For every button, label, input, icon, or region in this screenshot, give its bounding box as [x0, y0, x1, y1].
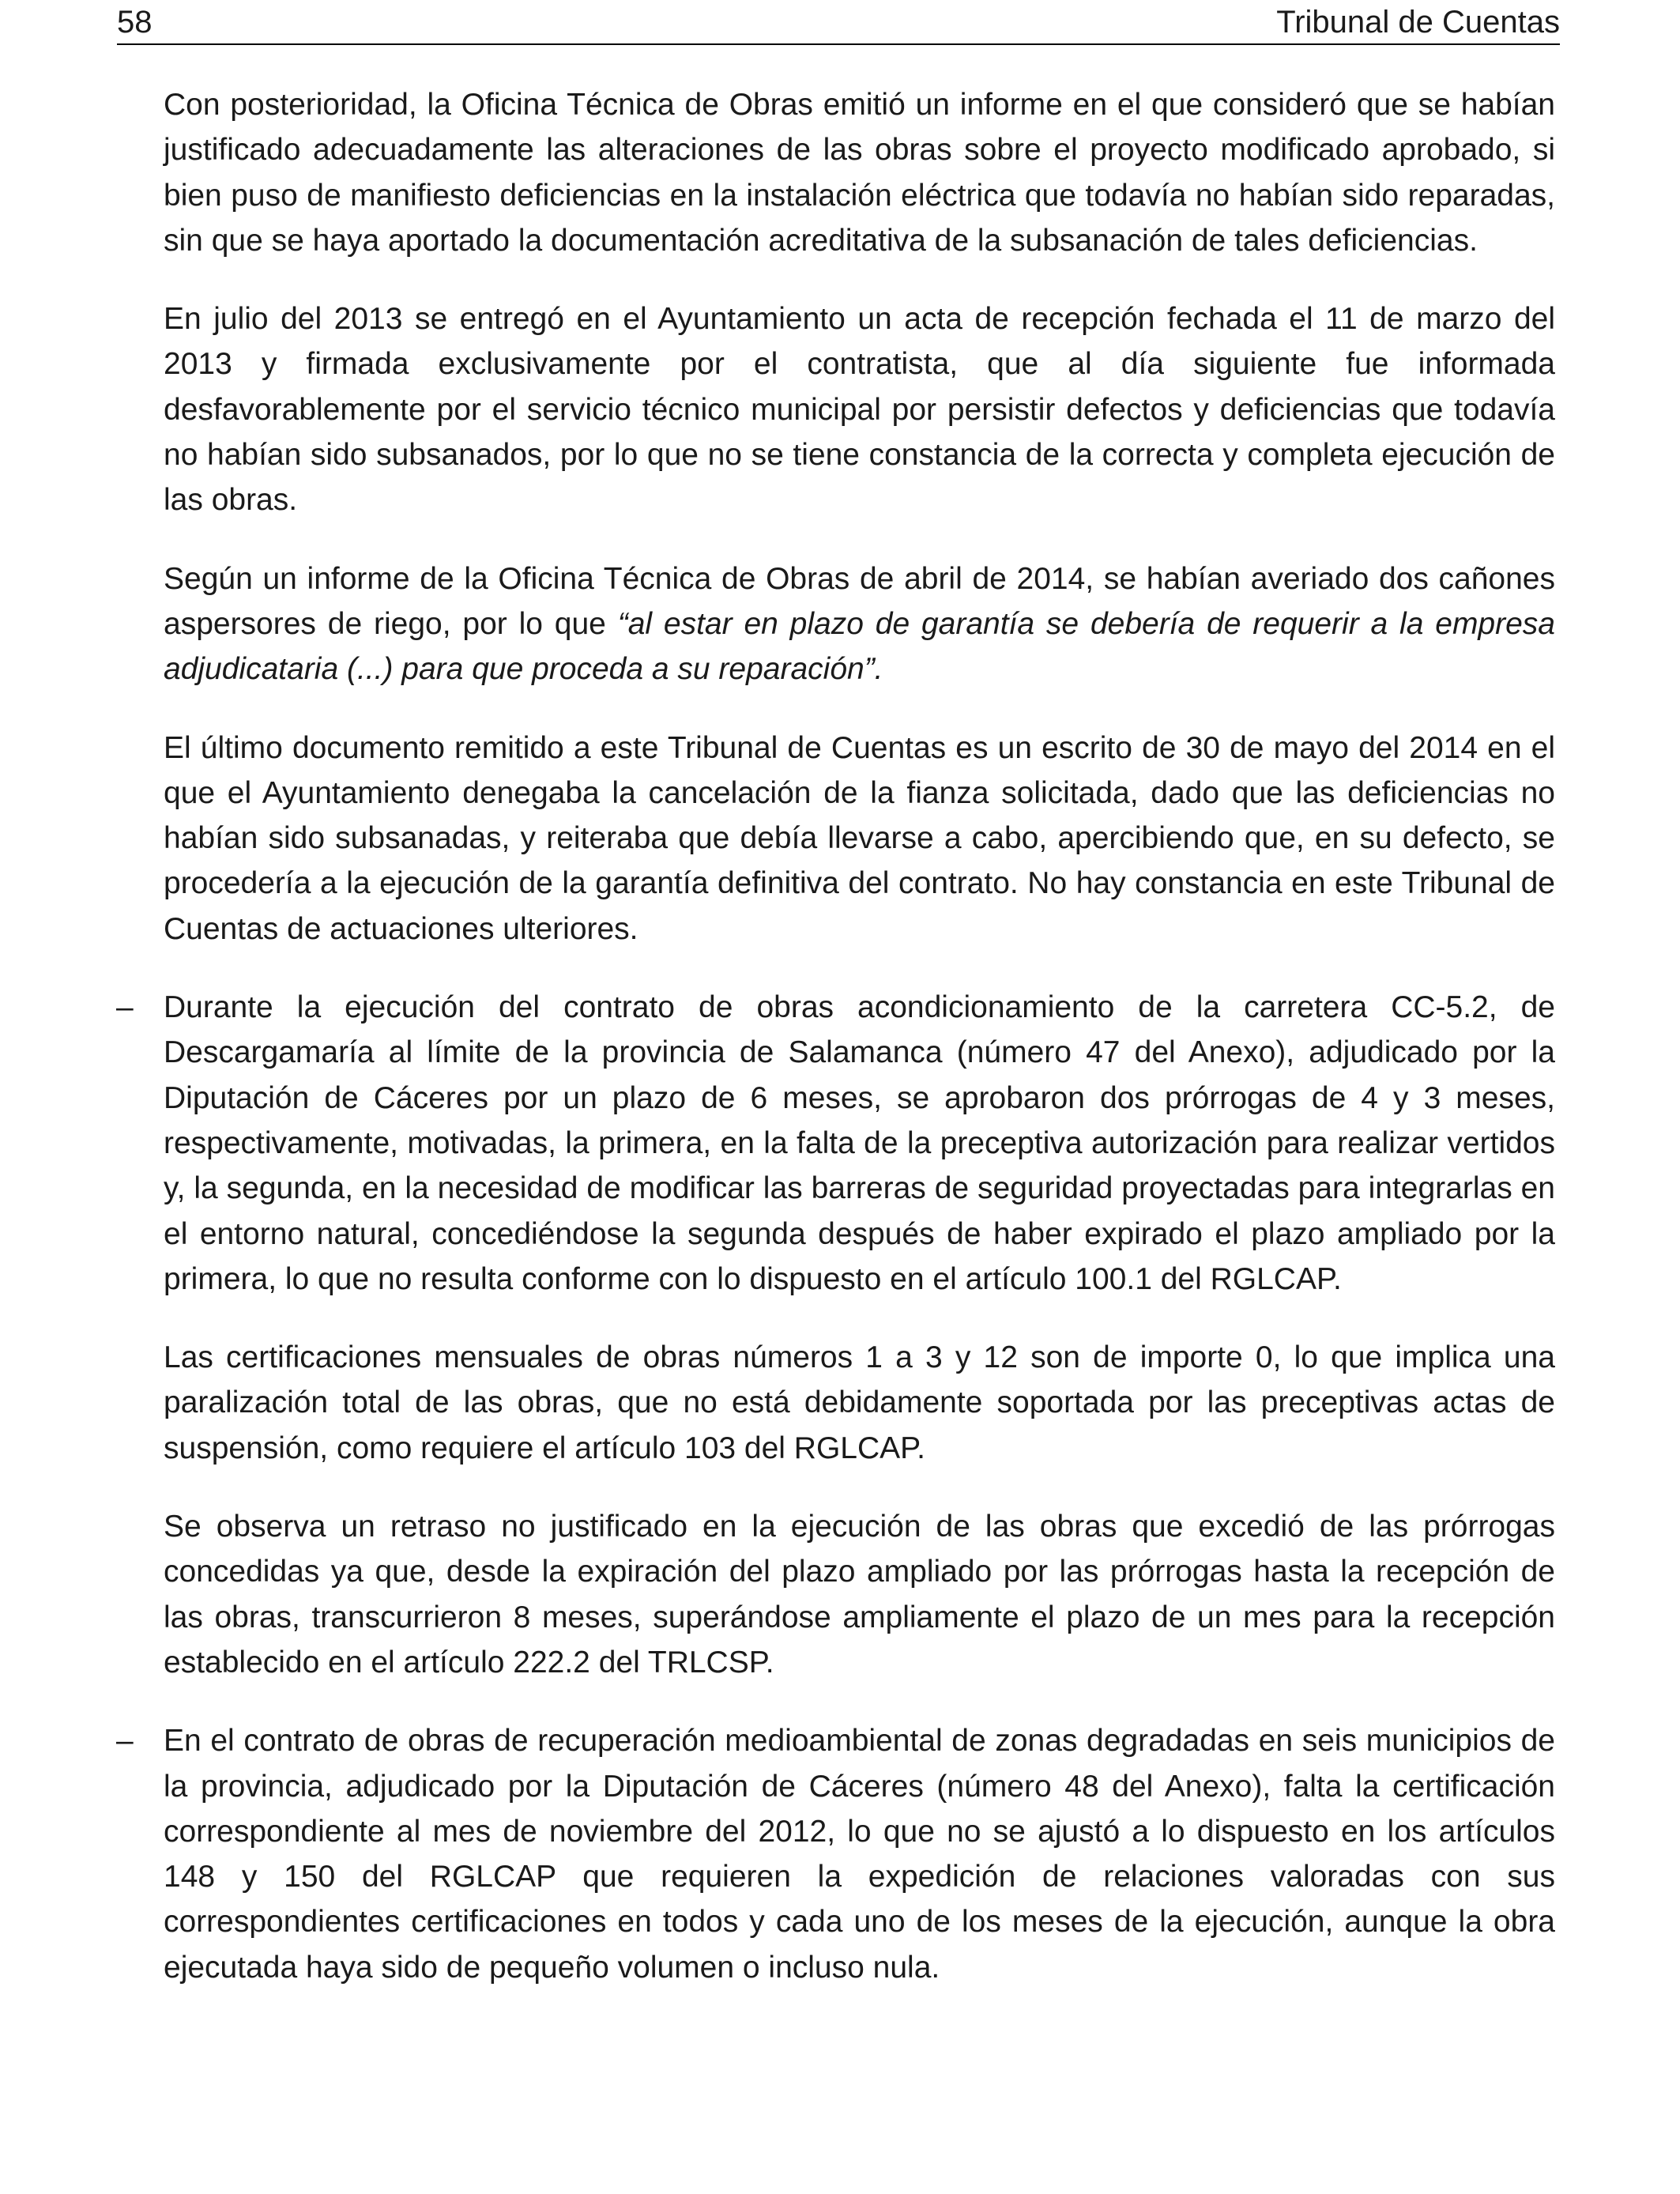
paragraph-acta-recepcion: En julio del 2013 se entregó en el Ayuntamiento un acta de recepción fechada el 11 de marzo del 2013 y firmada exclusivamente por el contratista, que al día siguiente fue informada desfavorablemente por el servicio técnico municipal por persistir defectos y deficiencias que todavía no habían sido subsanados, por lo que no se tiene constancia de la correcta y completa ejecución de las obras.	[164, 302, 1555, 518]
quoted-text: “al estar en plazo de garantía se debería de requerir a la empresa adjudicataria (...) para que proceda a su reparación”.	[164, 606, 1555, 687]
bullet-item-medioambiental	[116, 1718, 1555, 1990]
paragraph-informe-abril-text: Según un informe de la Oficina Técnica de Obras de abril de 2014, se habían averiado dos cañones aspersores de riego, por lo que	[164, 561, 1555, 641]
bullet-text-carretera: Durante la ejecución del contrato de obras acondicionamiento de la carretera CC-5.2, de Descargamaría al límite de la provincia de Salamanca (número 47 del Anexo), adjudicado por la Diputación de Cáceres por un plazo de 6 meses, se aprobaron dos prórrogas de 4 y 3 meses, respectivamente, motivadas, la primera, en la falta de la preceptiva autorización para realizar vertidos y, la segunda, en la necesidad de modificar las barreras de seguridad proyectadas para integrarlas en el entorno natural, concediéndose la segunda después de haber expirado el plazo ampliado por la primera, lo que no resulta conforme con lo dispuesto en el artículo 100.1 del RGLCAP.	[164, 990, 1555, 1296]
bullet-dash: –	[116, 990, 134, 1025]
document-body	[116, 82, 1555, 2023]
paragraph-oficina-tecnica: Con posterioridad, la Oficina Técnica de Obras emitió un informe en el que consideró que se habían justificado adecuadamente las alteraciones de las obras sobre el proyecto modificado aprobado, si bien puso de manifiesto deficiencias en la instalación eléctrica que todavía no habían sido reparadas, sin que se haya aportado la documentación acreditativa de la subsanación de tales deficiencias.	[164, 88, 1555, 258]
paragraph-certificaciones: Las certificaciones mensuales de obras números 1 a 3 y 12 son de importe 0, lo que implica una paralización total de las obras, que no está debidamente soportada por las preceptivas actas de suspensión, como requiere el artículo 103 del RGLCAP.	[164, 1340, 1555, 1465]
paragraph-informe-abril	[164, 556, 1555, 692]
paragraph-ultimo-documento: El último documento remitido a este Tribunal de Cuentas es un escrito de 30 de mayo del 2014 en el que el Ayuntamiento denegaba la cancelación de la fianza solicitada, dado que las deficiencias no habían sido subsanadas, y reiteraba que debía llevarse a cabo, apercibiendo que, en su defecto, se procedería a la ejecución de la garantía definitiva del contrato. No hay constancia en este Tribunal de Cuentas de actuaciones ulteriores.	[164, 730, 1555, 946]
paragraph-retraso: Se observa un retraso no justificado en la ejecución de las obras que excedió de las prórrogas concedidas ya que, desde la expiración del plazo ampliado por las prórrogas hasta la recepción de las obras, transcurrieron 8 meses, superándose ampliamente el plazo de un mes para la recepción establecido en el artículo 222.2 del TRLCSP.	[164, 1510, 1555, 1679]
page-header	[117, 0, 1560, 45]
bullet-text-medioambiental: En el contrato de obras de recuperación medioambiental de zonas degradadas en seis municipios de la provincia, adjudicado por la Diputación de Cáceres (número 48 del Anexo), falta la certificación correspondiente al mes de noviembre del 2012, lo que no se ajustó a lo dispuesto en los artículos 148 y 150 del RGLCAP que requieren la expedición de relaciones valoradas con sus correspondientes certificaciones en todos y cada uno de los meses de la ejecución, aunque la obra ejecutada haya sido de pequeño volumen o incluso nula.	[164, 1724, 1555, 1985]
bullet-dash: –	[116, 1724, 134, 1759]
running-title: Tribunal de Cuentas	[1276, 5, 1560, 40]
page-number: 58	[117, 5, 153, 40]
bullet-item-carretera	[116, 985, 1555, 1302]
